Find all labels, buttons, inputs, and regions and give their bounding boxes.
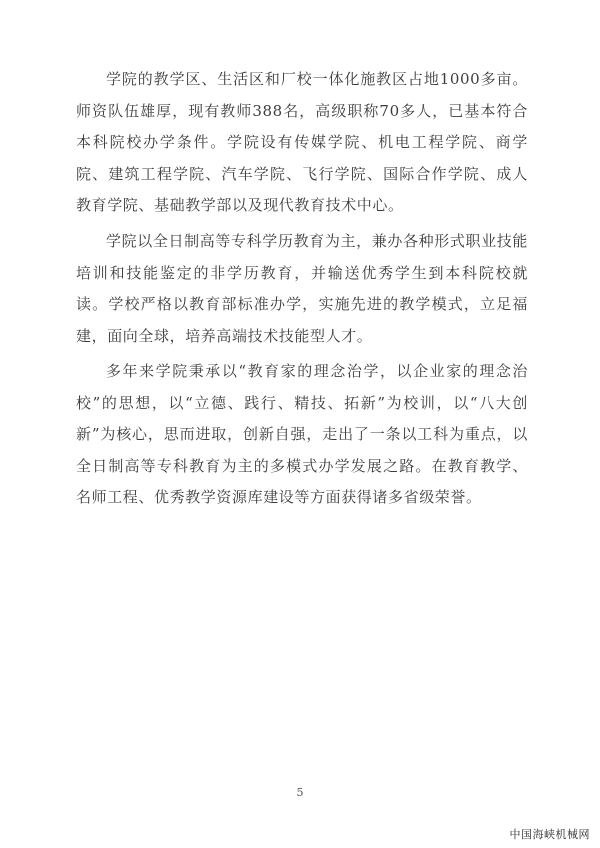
paragraph-philosophy-honors: 多年来学院秉承以“教育家的理念治学，以企业家的理念治校”的思想，以“立德、践行、精技、拓新”为校训，以“八大创新”为核心，思而进取，创新自强，走出了一条以工科为重点，以全日制高等专科教育为主的多模式办学发展之路。在教育教学、名师工程、优秀教学资源库建设等方面获得诸多省级荣誉。 [76, 362, 528, 506]
paragraph-education-model: 学院以全日制高等专科学历教育为主，兼办各种形式职业技能培训和技能鉴定的非学历教育，并输送优秀学生到本科院校就读。学校严格以教育部标准办学，实施先进的教学模式，立足福建，面向全球，培养高端技术技能型人才。 [76, 232, 528, 345]
paragraph-campus-overview: 学院的教学区、生活区和厂校一体化施教区占地1000多亩。师资队伍雄厚，现有教师388名，高级职称70多人，已基本符合本科院校办学条件。学院设有传媒学院、机电工程学院、商学院、建筑工程学院、汽车学院、飞行学院、国际合作学院、成人教育学院、基础教学部以及现代教育技术中心。 [76, 70, 528, 214]
page-number: 5 [296, 786, 304, 799]
site-watermark: 中国海峡机械网 [509, 828, 590, 841]
